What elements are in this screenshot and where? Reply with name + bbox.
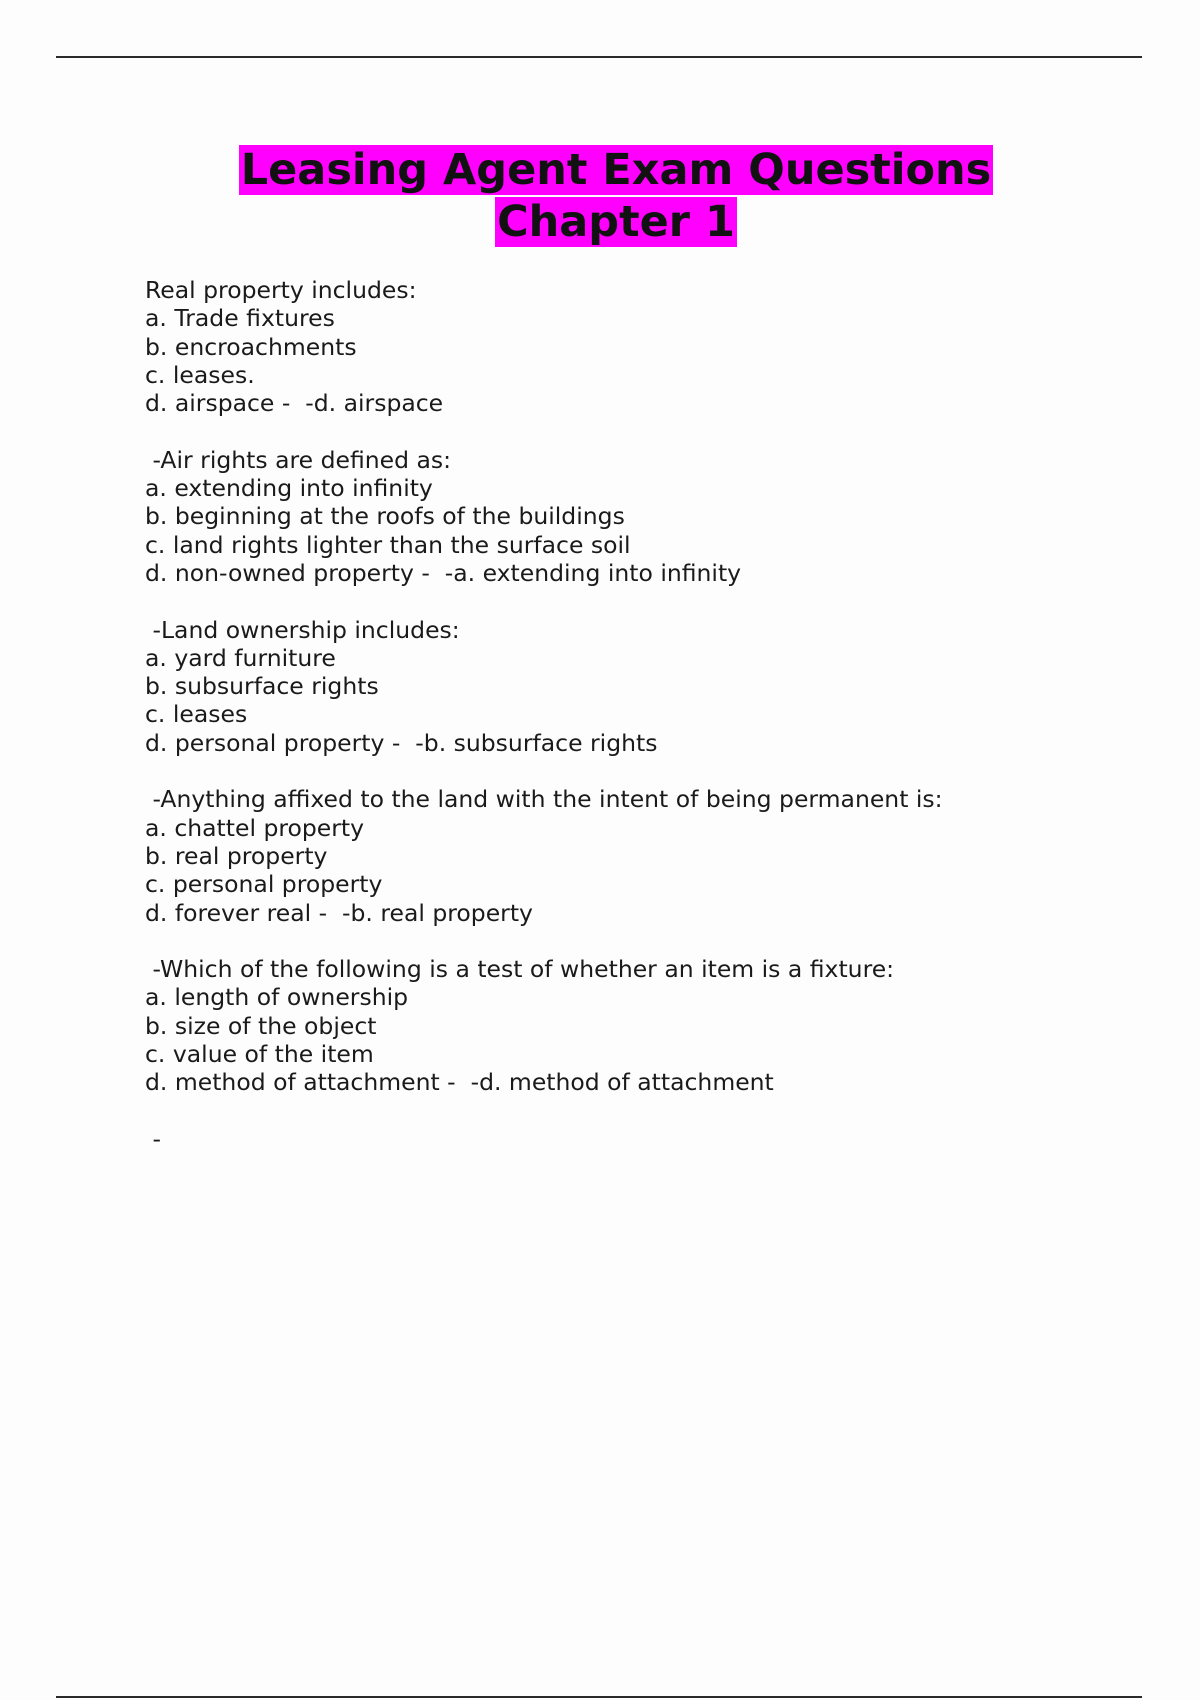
question-5 [145, 955, 1105, 1096]
question-prompt: -Anything affixed to the land with the intent of being permanent is: [145, 785, 943, 814]
answer-option: b. subsurface rights [145, 672, 379, 701]
answer-option: c. land rights lighter than the surface soil [145, 530, 631, 559]
answer-option: d. personal property - -b. subsurface rights [145, 728, 658, 757]
question-prompt: Real property includes: [145, 276, 417, 304]
answer-option: a. extending into infinity [145, 474, 433, 503]
answer-option: c. value of the item [145, 1040, 374, 1069]
question-3 [145, 616, 1105, 757]
answer-option: d. non-owned property - -a. extending into infinity [145, 558, 742, 587]
answer-option: a. length of ownership [145, 983, 409, 1012]
question-2 [145, 446, 1105, 587]
answer-option: d. airspace - -d. airspace [145, 389, 444, 418]
title-line-2 [0, 196, 1200, 248]
trailing-dash: - [145, 1124, 161, 1153]
question-prompt: -Land ownership includes: [145, 615, 460, 644]
title-highlight-1: Leasing Agent Exam Questions [240, 145, 992, 195]
answer-option: c. leases. [145, 360, 255, 389]
footer-rule [56, 1696, 1142, 1698]
answer-option: c. leases [145, 700, 248, 729]
answer-option: b. real property [145, 841, 328, 870]
page-title [0, 144, 1200, 248]
header-rule [56, 56, 1142, 58]
question-list [145, 276, 1105, 1153]
answer-option: c. personal property [145, 870, 383, 899]
answer-option: a. chattel property [145, 813, 365, 842]
answer-option: a. Trade fixtures [145, 304, 335, 333]
answer-option: d. method of attachment - -d. method of attachment [145, 1068, 774, 1097]
answer-option: b. beginning at the roofs of the buildings [145, 502, 625, 531]
title-highlight-2: Chapter 1 [497, 197, 735, 247]
answer-option: b. size of the object [145, 1011, 377, 1040]
question-prompt: -Which of the following is a test of whether an item is a fixture: [145, 955, 895, 984]
title-line-1 [0, 144, 1200, 196]
question-4 [145, 785, 1105, 926]
answer-option: a. yard furniture [145, 643, 336, 672]
question-1 [145, 276, 1105, 417]
question-prompt: -Air rights are defined as: [145, 445, 452, 474]
answer-option: b. encroachments [145, 332, 357, 361]
answer-option: d. forever real - -b. real property [145, 898, 533, 927]
